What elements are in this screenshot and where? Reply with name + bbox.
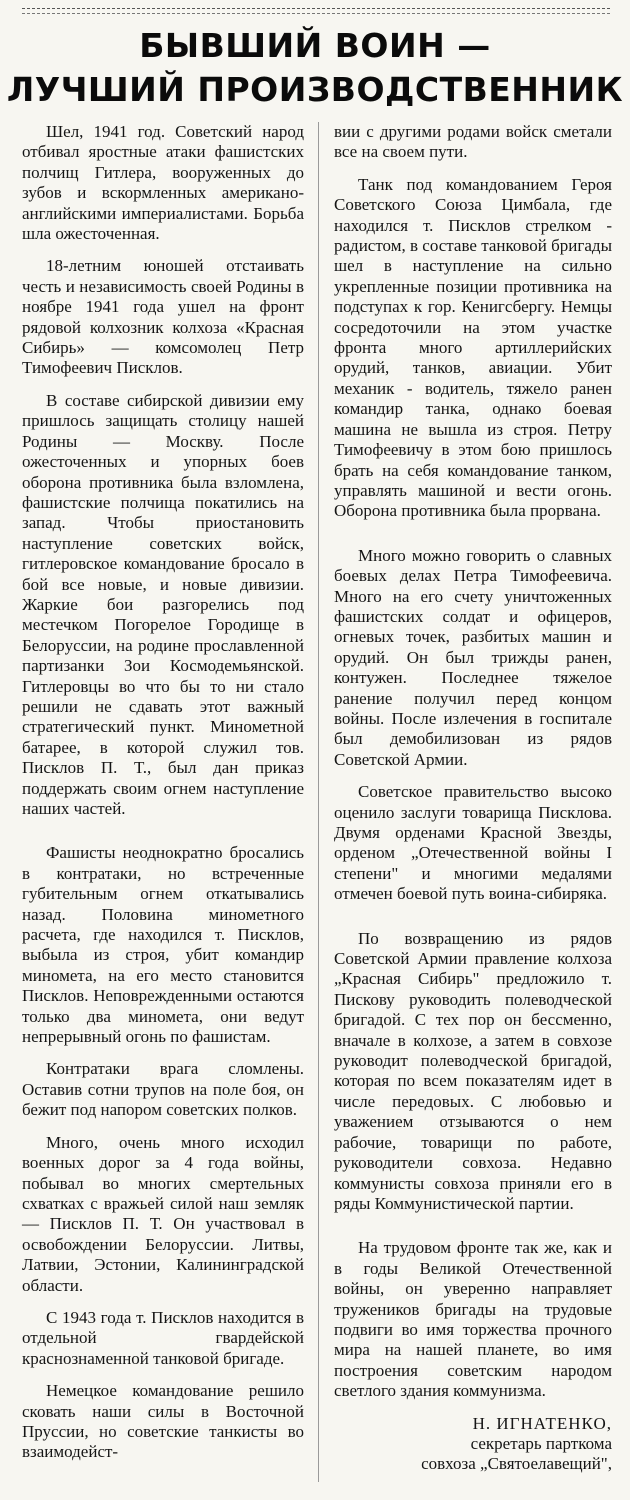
author-organization: совхоза „Святоелавещий", [421, 1454, 612, 1474]
paragraph: В составе сибирской дивизии ему пришлось защищать столицу нашей Родины — Москву. После ожесточенных и упорных боев оборона противника была взломлена, фашистские полчища покатились на запад. Чтобы приостановить наступление советских войск, гитлеровское командование бросало в бой все новые, и новые дивизии. Жаркие бои разгорелись под местечком Погорелое Городище в Белоруссии, на родине прославленной партизанки Зои Космодемьянской. Гитлеровцы во что бы то ни стало решили не сдавать этот важный стратегический пункт. Минометной батарее, в которой служил тов. Писклов П. Т., был дан приказ поддержать своим огнем наступление наших частей. [22, 390, 304, 818]
paragraph: Фашисты неоднократно бросались в контратаки, но встреченные губительным огнем откатывались назад. Половина минометного расчета, где находился т. Писклов, выбыла из строя, убит командир миномета, на его место становится Писклов. Неповрежденными остаются только два миномета, они ведут непрерывный огонь по фашистам. [22, 843, 304, 1047]
author-name: Н. ИГНАТЕНКО, [472, 1413, 612, 1433]
signature [334, 1414, 612, 1475]
paragraph: На трудовом фронте так же, как и в годы Великой Отечественной войны, он уверенно направляет тружеников бригады на трудовые подвиги во имя торжества прочного мира на нашей планете, во имя построения советским народом светлого здания коммунизма. [334, 1238, 612, 1401]
paragraph: Танк под командованием Героя Советского Союза Цимбала, где находился т. Писклов стрелком - радистом, в составе танковой бригады шел в наступление на сильно укрепленные позиции противника на подступах к гор. Кенигсбергу. Немцы сосредоточили на этом участке фронта много артиллерийских орудий, танков, авиации. Убит механик - водитель, тяжело ранен командир танка, однако боевая машина не вышла из строя. Петру Тимофеевичу в этом бою пришлось брать на себя командование танком, управлять машиной и вести огонь. Оборона противника была прорвана. [334, 174, 612, 521]
paragraph: По возвращению из рядов Советской Армии правление колхоза „Красная Сибирь" предложило т. Пискову руководить полеводческой бригадой. С тех пор он бессменно, вначале в колхозе, а затем в совхозе руководит полеводческой бригадой, которая по всем показателям идет в числе передовых. С любовью и уважением отзываются о нем рабочие, товарищи по работе, руководители совхоза. Недавно коммунисты совхоза приняли его в ряды Коммунистической партии. [334, 928, 612, 1213]
paragraph: Советское правительство высоко оценило заслуги товарища Писклова. Двумя орденами Красной Звезды, орденом „Отечественной войны I степени" и многими медалями отмечен боевой путь воина-сибиряка. [334, 782, 612, 904]
headline-line-1: БЫВШИЙ ВОИН — [139, 26, 491, 65]
paragraph: Много, очень много исходил военных дорог за 4 года войны, побывал во многих смертельных схватках с вражьей силой наш земляк — Писклов П. Т. Он участвовал в освобождении Белоруссии. Литвы, Латвии, Эстонии, Калининградской области. [22, 1132, 304, 1295]
author-role: секретарь парткома [470, 1433, 612, 1453]
paragraph: Много можно говорить о славных боевых делах Петра Тимофеевича. Много на его счету уничтоженных фашистских солдат и офицеров, огневых точек, разбитых машин и орудий. Он был трижды ранен, контужен. Последнее тяжелое ранение получил перед концом войны. После излечения в госпитале был демобилизован из рядов Советской Армии. [334, 545, 612, 769]
paragraph: вии с другими родами войск сметали все на своем пути. [334, 122, 612, 162]
headline-line-2: ЛУЧШИЙ ПРОИЗВОДСТВЕННИК [6, 70, 624, 109]
paragraph: 18-летним юношей отстаивать честь и независимость своей Родины в ноябре 1941 года ушел на фронт рядовой колхозник колхоза «Красная Сибирь» — комсомолец Петр Тимофеевич Писклов. [22, 256, 304, 378]
right-column [334, 122, 612, 1475]
paragraph: Немецкое командование решило сковать наши силы в Восточной Пруссии, но советские танкисты во взаимодейст- [22, 1381, 304, 1462]
column-divider [318, 122, 319, 1482]
paragraph: С 1943 года т. Писклов находится в отдельной гвардейской краснознаменной танковой бригаде. [22, 1307, 304, 1368]
top-border [22, 8, 610, 14]
headline [0, 24, 630, 112]
paragraph: Шел, 1941 год. Советский народ отбивал яростные атаки фашистских полчищ Гитлера, вооруженных до зубов и вскормленных американо-английскими империалистами. Борьба шла ожесточенная. [22, 122, 304, 244]
paragraph: Контратаки врага сломлены. Оставив сотни трупов на поле боя, он бежит под напором советских полков. [22, 1059, 304, 1120]
left-column [22, 122, 304, 1475]
